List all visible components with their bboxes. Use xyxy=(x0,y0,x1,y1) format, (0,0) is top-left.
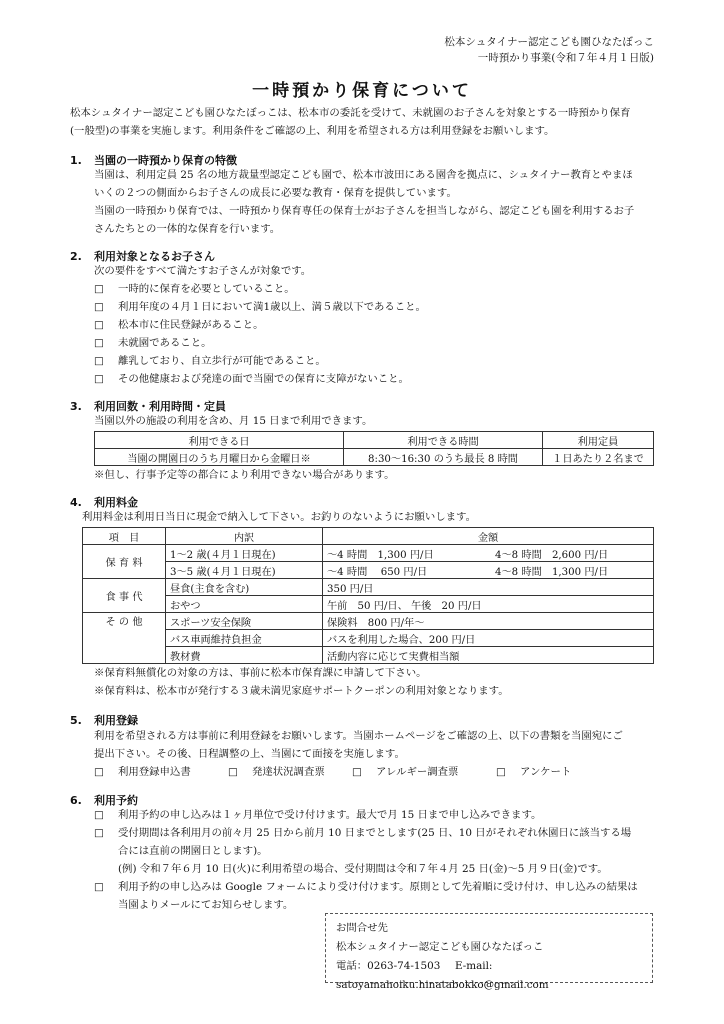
table-row: 3～5 歳(４月１日現在) ～4 時間 650 円/日 4～8 時間 1,300 円/日 xyxy=(83,562,654,579)
contact-box xyxy=(325,913,653,991)
section-4-heading: 4. 利用料金 xyxy=(70,496,138,509)
section-3-lead: 当園以外の施設の利用を含め、月 15 日まで利用できます。 xyxy=(94,415,373,427)
contact-line xyxy=(336,957,642,995)
table-row: 食 事 代 昼食(主食を含む) 350 円/日 xyxy=(83,579,654,596)
requirement-item: □ 一時的に保育を必要としていること。 xyxy=(94,280,426,298)
section-3-note: ※但し、行事予定等の都合により利用できない場合があります。 xyxy=(94,469,395,481)
usage-table xyxy=(94,431,654,466)
header-org: 松本シュタイナー認定こども園ひなたぼっこ xyxy=(444,36,654,48)
checkbox-icon: □ xyxy=(94,373,104,385)
checkbox-icon: □ xyxy=(94,301,104,313)
table-row: 教材費 活動内容に応じて実費相当額 xyxy=(83,647,654,664)
table-header-row: 項 目 内訳 金額 xyxy=(83,528,654,545)
section-1-body: 当園は、利用定員 25 名の地方裁量型認定こども園で、松本市波田にある園舎を拠点に、シュタイナー教育とやまほ いくの２つの側面からお子さんの成長に必要な教育・保育を提供しています。 当園の一時預かり保育では、一時預かり保育専任の保育士がお子さんを担当しながら、認定こども園を利用するお子 さんたちとの一体的な保育を行います。 xyxy=(94,169,635,235)
requirement-item: □ 未就園であること。 xyxy=(94,334,426,352)
requirement-item: □ 松本市に住民登録があること。 xyxy=(94,316,426,334)
checkbox-icon: □ xyxy=(94,881,104,893)
requirement-item: □ その他健康および発達の面で当園での保育に支障がないこと。 xyxy=(94,370,426,388)
checkbox-icon: □ xyxy=(94,766,104,778)
checkbox-icon: □ xyxy=(228,766,238,778)
contact-org: 松本シュタイナー認定こども園ひなたぼっこ xyxy=(336,941,544,953)
table-row: おやつ 午前 50 円/日、 午後 20 円/日 xyxy=(83,596,654,613)
required-documents: □ 利用登録申込書 □ 発達状況調査票 □ アレルギー調査票 □ アンケート xyxy=(94,763,623,781)
table-row: 保 育 料 1～2 歳(４月１日現在) ～4 時間 1,300 円/日 4～8 時間 2,600 円/日 xyxy=(83,545,654,562)
contact-heading: お問合せ先 xyxy=(336,922,388,934)
checkbox-icon: □ xyxy=(94,337,104,349)
table-row: バス車両維持負担金 バスを利用した場合、200 円/日 xyxy=(83,630,654,647)
reservation-item: □ 利用予約の申し込みは Google フォームにより受け付けます。原則として先着順に受け付け、申し込みの結果は xyxy=(94,878,638,896)
checkbox-icon: □ xyxy=(94,319,104,331)
checkbox-icon: □ xyxy=(94,809,104,821)
reservation-item: □ 利用予約の申し込みは１ヶ月単位で受け付けます。最大で月 15 日まで申し込みできます。 xyxy=(94,806,638,824)
section-1-heading: 1. 当園の一時預かり保育の特徴 xyxy=(70,154,237,167)
table-header-row: 利用できる日 利用できる時間 利用定員 xyxy=(95,432,654,449)
contact-phone: 電話：0263-74-1503 xyxy=(336,960,441,972)
checkbox-icon: □ xyxy=(496,766,506,778)
fee-table xyxy=(82,527,654,664)
section-6-body: □ 利用予約の申し込みは１ヶ月単位で受け付けます。最大で月 15 日まで申し込みできます。 □ 受付期間は各利用月の前々月 25 日から前月 10 日までとします(25 日、10 日がそれぞれ休園日に該当する場 合には直前の開園日とします)。 (例) 令和７年６月 10 日(火)に利用希望の場合、受付期間は令和７年４月 25 日(金)～5 月９日(金)です。 □ 利用予約の申し込みは Google フォームにより受け付けます。原則として先着順に受け付け、申し込みの結果は 当園よりメールにてお知らせします。 xyxy=(94,806,638,914)
checkbox-icon: □ xyxy=(94,827,104,839)
section-2-heading: 2. 利用対象となるお子さん xyxy=(70,250,215,263)
header-program: 一時預かり事業(令和７年４月１日版) xyxy=(477,52,654,64)
document-title: 一時預かり保育について xyxy=(252,81,472,101)
section-4-notes: ※保育料無償化の対象の方は、事前に松本市保育課に申請して下さい。 ※保育料は、松本市が発行する３歳未満児家庭サポートクーポンの利用対象となります。 xyxy=(94,667,509,697)
requirement-item: □ 離乳しており、自立歩行が可能であること。 xyxy=(94,352,426,370)
document-header xyxy=(444,34,654,66)
section-4-lead: 利用料金は利用日当日に現金で納入して下さい。お釣りのないようにお願いします。 xyxy=(82,511,477,523)
table-row: そ の 他 スポーツ安全保険 保険料 800 円/年～ xyxy=(83,613,654,630)
section-6-heading: 6. 利用予約 xyxy=(70,794,138,807)
checkbox-icon: □ xyxy=(94,283,104,295)
requirement-item: □ 利用年度の４月１日において満1歳以上、満５歳以下であること。 xyxy=(94,298,426,316)
section-5-heading: 5. 利用登録 xyxy=(70,714,138,727)
checkbox-icon: □ xyxy=(94,355,104,367)
section-2-body: 次の要件をすべて満たすお子さんが対象です。 □ 一時的に保育を必要としていること。 □ 利用年度の４月１日において満1歳以上、満５歳以下であること。 □ 松本市に住民登録があること。 □ 未就園であること。 □ 離乳しており、自立歩行が可能であること。 □ その他健康および発達の面で当園での保育に支障がないこと。 xyxy=(94,262,426,388)
intro-paragraph: 松本シュタイナー認定こども園ひなたぼっこは、松本市の委託を受けて、未就園のお子さんを対象とする一時預かり保育 (一般型)の事業を実施します。利用条件をご確認の上、利用を希望される方は利用登録をお願いします。 xyxy=(70,107,631,137)
section-3-heading: 3. 利用回数・利用時間・定員 xyxy=(70,400,226,413)
checkbox-icon: □ xyxy=(352,766,362,778)
table-row: 当園の開園日のうち月曜日から金曜日※ 8:30～16:30 のうち最長 8 時間 １日あたり２名まで xyxy=(95,449,654,466)
reservation-item: □ 受付期間は各利用月の前々月 25 日から前月 10 日までとします(25 日、10 日がそれぞれ休園日に該当する場 xyxy=(94,824,638,842)
contact-email[interactable]: E-mail: satoyamahoiku.hinatabokko@gmail.com xyxy=(336,960,549,991)
section-5-body: 利用を希望される方は事前に利用登録をお願いします。当園ホームページをご確認の上、以下の書類を当園宛にご 提出下さい。その後、日程調整の上、当園にて面接を実施します。 □ 利用登録申込書 □ 発達状況調査票 □ アレルギー調査票 □ アンケート xyxy=(94,727,623,781)
